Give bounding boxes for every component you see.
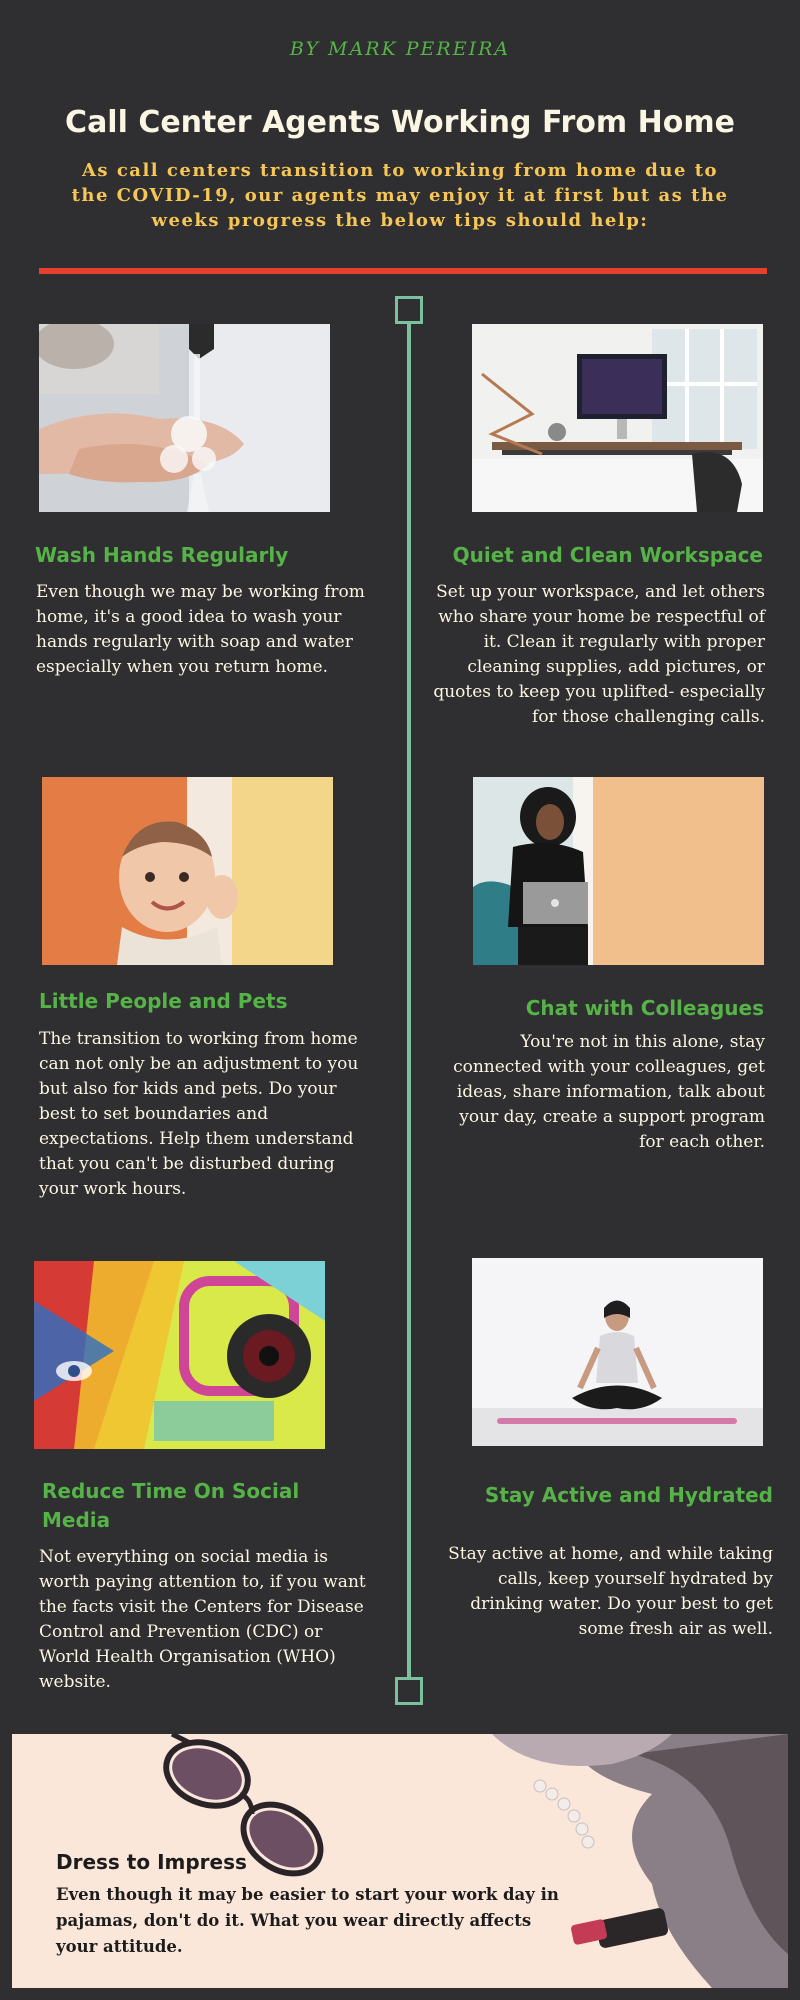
banner-heading: Dress to Impress xyxy=(56,1850,247,1874)
tip-text-stay-active: Stay active at home, and while taking calls, keep yourself hydrated by drinking water. Do your best to get some fresh air as well. xyxy=(448,1544,773,1639)
tip-heading-wash-hands: Wash Hands Regularly xyxy=(35,543,289,567)
tip-heading-workspace: Quiet and Clean Workspace xyxy=(452,543,763,567)
yoga-photo xyxy=(472,1258,763,1446)
home-desk-photo xyxy=(472,324,763,512)
timeline-end-marker xyxy=(395,1677,423,1705)
tip-heading-kids-pets: Little People and Pets xyxy=(39,989,288,1013)
dress-to-impress-banner xyxy=(12,1734,788,1988)
tip-heading-colleagues: Chat with Colleagues xyxy=(525,996,764,1020)
woman-laptop-photo xyxy=(473,777,764,965)
intro-subtitle: As call centers transition to working from home due to the COVID-19, our agents may enjoy it at first but as the weeks progress the below tips should help: xyxy=(71,160,729,231)
header-divider xyxy=(39,268,767,274)
child-peeking-photo xyxy=(42,777,333,965)
hand-washing-photo xyxy=(39,324,330,512)
tip-text-kids-pets: The transition to working from home can not only be an adjustment to you but also for kids and pets. Do your best to set boundaries and expectations. Help them understand that you can't be disturbed during your work hours. xyxy=(39,1029,359,1199)
tip-heading-social-media: Reduce Time On Social Media xyxy=(42,1479,300,1532)
banner-text: Even though it may be easier to start your work day in pajamas, don't do it. What you wear directly affects your attitude. xyxy=(56,1885,559,1956)
tip-text-colleagues: You're not in this alone, stay connected with your colleagues, get ideas, share information, talk about your day, create a support program for each other. xyxy=(453,1032,765,1152)
social-media-collage xyxy=(34,1261,325,1449)
timeline-line xyxy=(407,318,411,1690)
tip-heading-stay-active: Stay Active and Hydrated xyxy=(484,1483,773,1507)
page-title: Call Center Agents Working From Home xyxy=(65,105,735,140)
author-byline: BY MARK PEREIRA xyxy=(289,38,511,60)
tip-text-workspace: Set up your workspace, and let others who share your home be respectful of it. Clean it regularly with proper cleaning supplies, add pictures, or quotes to keep you uplifted- especially for those challenging calls. xyxy=(433,582,765,727)
tip-text-wash-hands: Even though we may be working from home, it's a good idea to wash your hands regularly with soap and water especially when you return home. xyxy=(36,582,365,677)
tip-text-social-media: Not everything on social media is worth paying attention to, if you want the facts visit the Centers for Disease Control and Prevention (CDC) or World Health Organisation (WHO) website. xyxy=(39,1547,366,1692)
timeline-start-marker xyxy=(395,296,423,324)
